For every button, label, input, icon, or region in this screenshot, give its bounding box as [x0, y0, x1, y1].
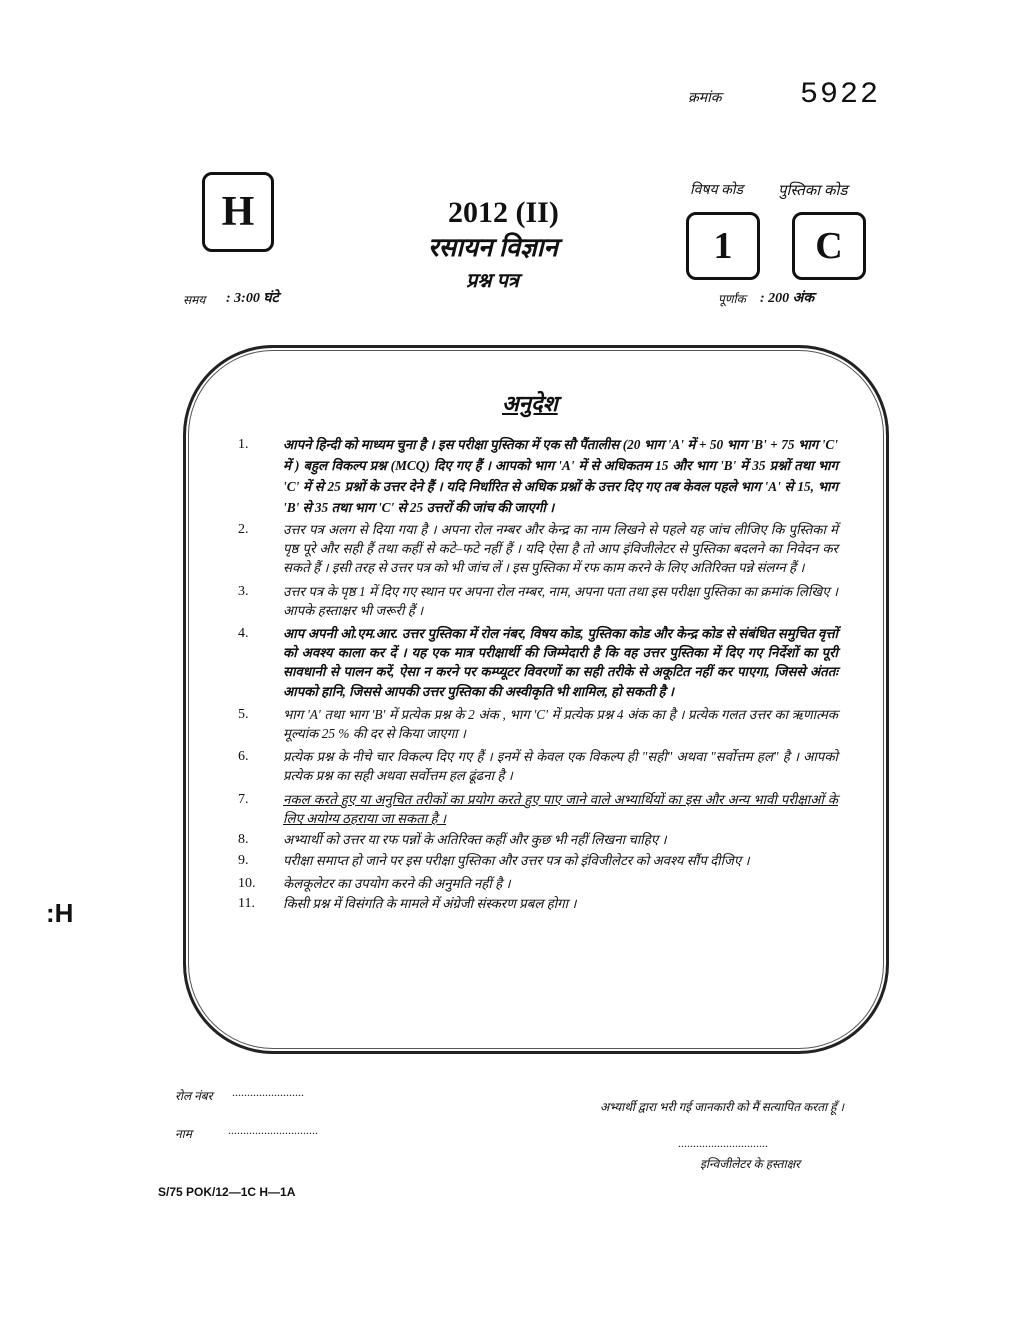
instruction-text: अभ्यार्थी को उत्तर या रफ पन्नों के अतिरिक्त कहीं और कुछ भी नहीं लिखना चाहिए । — [283, 832, 667, 848]
instructions-list — [238, 434, 838, 913]
instruction-item — [238, 624, 838, 701]
instruction-item — [238, 830, 838, 849]
instruction-number: 7. — [238, 791, 249, 807]
instruction-text: उत्तर पत्र के पृष्ठ 1 में दिए गए स्थान पर अपना रोल नम्बर, नाम, अपना पता तथा इस परीक्षा पुस्तिका का क्रमांक लिखिए । आपके हस्ताक्षर भी जरूरी हैं । — [283, 583, 838, 618]
document-code: S/75 POK/12—1C H—1A — [158, 1185, 296, 1199]
instruction-item — [238, 851, 838, 870]
booklet-code-box: C — [792, 212, 866, 280]
booklet-code-label: पुस्तिका कोड — [778, 183, 848, 199]
instruction-number: 2. — [238, 522, 249, 537]
instruction-text: भाग 'A' तथा भाग 'B' में प्रत्येक प्रश्न के 2 अंक , भाग 'C' में प्रत्येक प्रश्न 4 अंक का है । प्रत्येक गलत उत्तर का ऋणात्मक मूल्यांक 25 % की दर से किया जाएगा । — [283, 706, 838, 742]
instruction-item — [238, 520, 838, 578]
instruction-item — [238, 874, 838, 893]
max-marks-value: : 200 अंक — [760, 291, 815, 306]
instruction-text: नकल करते हुए या अनुचित तरीकों का प्रयोग करते हुए पाए जाने वाले अभ्यार्थियों का इस और अन्य भावी परीक्षाओं के लिए अयोग्य ठहराया जा सकता है । — [283, 791, 838, 826]
roll-number-field[interactable]: ........................ — [232, 1085, 304, 1099]
roll-number-label: रोल नंबर — [175, 1089, 213, 1103]
instruction-text: आप अपनी ओ.एम.आर. उत्तर पुस्तिका में रोल नंबर, विषय कोड, पुस्तिका कोड और केन्द्र कोड से संबंधित समुचित वृत्तों को अवश्य काला कर दें । यह एक मात्र परीक्षार्थी की जिम्मेदारी है कि वह उत्तर पुस्तिका में दिए गए निर्देशों का पूरी सावधानी से पालन करें, ऐसा न करने पर कम्प्यूटर विवरणों का सही तरीके से अकूटित नहीं कर पाएगा, जिससे अंततः आपको हानि, जिससे आपकी उत्तर पुस्तिका की अस्वीकृति भी शामिल, हो सकती है । — [283, 626, 838, 699]
instruction-number: 11. — [238, 895, 255, 911]
medium-box: H — [202, 172, 274, 252]
subject-code-label: विषय कोड — [690, 183, 743, 198]
subject-code-box: 1 — [686, 212, 760, 280]
instruction-text: केलकूलेटर का उपयोग करने की अनुमति नहीं है । — [283, 876, 511, 892]
instruction-number: 9. — [238, 853, 249, 869]
subject-title: रसायन विज्ञान — [428, 233, 558, 262]
instruction-text: प्रत्येक प्रश्न के नीचे चार विकल्प दिए गए हैं । इनमें से केवल एक विकल्प ही "सही" अथवा "सर्वोत्तम हल" है । आपको प्रत्येक प्रश्न का सही अथवा सर्वोत्तम हल ढूंढना है । — [283, 749, 838, 784]
instruction-text: किसी प्रश्न में विसंगति के मामले में अंग्रेजी संस्करण प्रबल होगा । — [283, 895, 577, 911]
instructions-heading: अनुदेश — [502, 391, 558, 416]
instruction-number: 8. — [238, 832, 249, 848]
instruction-item — [238, 894, 838, 913]
serial-number: 5922 — [800, 78, 881, 112]
instruction-text: उत्तर पत्र अलग से दिया गया है । अपना रोल नम्बर और केन्द्र का नाम लिखने से पहले यह जांच लीजिए कि पुस्तिका में पृष्ठ पूरे और सही हैं तथा कहीं से कटे–फटे नहीं हैं । यदि ऐसा है तो आप इंविजीलेटर से पुस्तिका बदलने का निवेदन कर सकते हैं । इसी तरह से उत्तर पत्र को भी जांच लें । इस पुस्तिका में रफ काम करने के लिए अतिरिक्त पन्ने संलग्न हैं । — [283, 522, 838, 576]
time-value: : 3:00 घंटे — [226, 291, 279, 306]
instruction-item — [238, 747, 838, 785]
instruction-number: 6. — [238, 749, 249, 765]
instruction-number: 3. — [238, 583, 249, 599]
instruction-text: आपने हिन्दी को माध्यम चुना है । इस परीक्षा पुस्तिका में एक सौ पैंतालीस (20 भाग 'A' में + 50 भाग 'B' + 75 भाग 'C' में ) बहुल विकल्प प्रश्न (MCQ) दिए गए हैं । आपको भाग 'A' में से अधिकतम 15 और भाग 'B' में 35 प्रश्नों तथा भाग 'C' में से 25 प्रश्नों के उत्तर देने हैं । यदि निर्धारित से अधिक प्रश्नों के उत्तर दिए गए तब केवल पहले भाग 'A' से 15, भाग 'B' से 35 तथा भाग 'C' से 25 उत्तरों की जांच की जाएगी । — [283, 437, 838, 515]
instruction-item — [238, 705, 838, 743]
paper-title: प्रश्न पत्र — [466, 270, 519, 292]
exam-year: 2012 (II) — [448, 196, 559, 229]
serial-label: क्रमांक — [688, 91, 722, 106]
instruction-item — [238, 582, 838, 620]
instruction-number: 4. — [238, 626, 249, 642]
instruction-number: 1. — [238, 437, 249, 452]
margin-mark: :H — [46, 898, 74, 928]
name-label: नाम — [175, 1127, 192, 1141]
invigilator-signature-label: इन्विजीलेटर के हस्ताक्षर — [700, 1157, 801, 1171]
signature-field[interactable]: .............................. — [678, 1136, 768, 1150]
declaration-text: अभ्यार्थी द्वारा भरी गई जानकारी को मैं सत्यापित करता हूँ । — [600, 1100, 845, 1114]
instruction-number: 5. — [238, 706, 249, 722]
max-marks-label: पूर्णांक — [718, 292, 746, 306]
instruction-item — [238, 790, 838, 828]
instruction-number: 10. — [238, 876, 256, 892]
instruction-text: परीक्षा समाप्त हो जाने पर इस परीक्षा पुस्तिका और उत्तर पत्र को इंविजीलेटर को अवश्य सौंप दीजिए । — [283, 853, 750, 869]
time-label: समय — [183, 293, 206, 307]
name-field[interactable]: .............................. — [228, 1123, 318, 1137]
instruction-item — [238, 434, 838, 518]
